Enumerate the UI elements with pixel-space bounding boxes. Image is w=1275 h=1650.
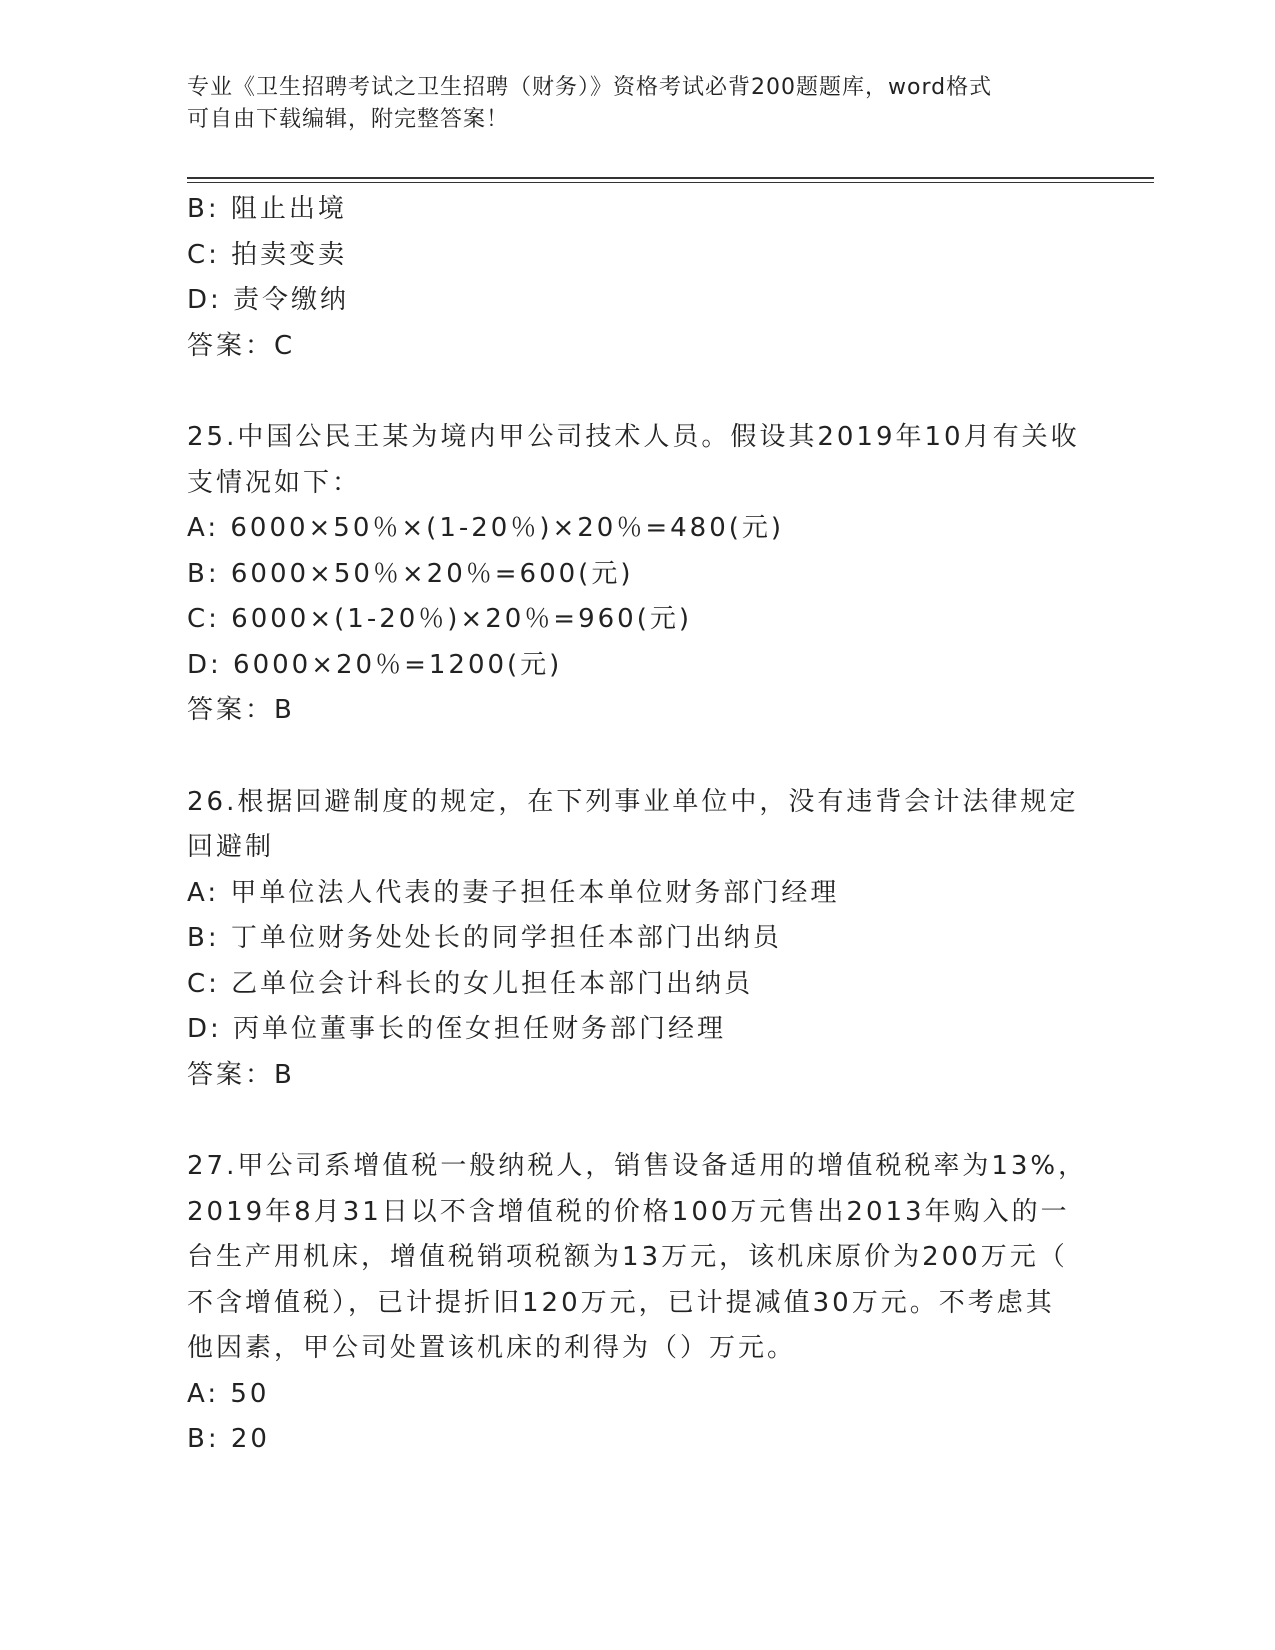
header-line: 专业《卫生招聘考试之卫生招聘（财务）》资格考试必背200题题库，word格式 <box>187 75 993 100</box>
document-header <box>187 72 1067 136</box>
question-stem: 回避制 <box>187 832 275 862</box>
option-a: A: 6000×50％×(1-20％)×20％=480(元) <box>187 513 785 543</box>
option-c: C: 6000×(1-20％)×20％=960(元) <box>187 604 692 634</box>
header-divider-thin <box>187 182 1154 183</box>
option-b: B: 丁单位财务处处长的同学担任本部门出纳员 <box>187 923 782 953</box>
question-stem: 他因素，甲公司处置该机床的利得为（）万元。 <box>187 1333 797 1363</box>
option-b: B: 20 <box>187 1424 270 1454</box>
option-b: B: 阻止出境 <box>187 194 347 224</box>
option-d: D: 丙单位董事长的侄女担任财务部门经理 <box>187 1014 727 1044</box>
question-content <box>187 187 1087 1463</box>
question-26 <box>187 780 1087 1099</box>
answer: 答案：B <box>187 695 295 725</box>
header-line: 可自由下载编辑，附完整答案！ <box>187 107 510 132</box>
option-d: D: 6000×20％=1200(元) <box>187 649 563 680</box>
question-27 <box>187 1144 1087 1463</box>
question-24 <box>187 187 1087 369</box>
answer: 答案：B <box>187 1059 295 1090</box>
option-d: D: 责令缴纳 <box>187 285 350 315</box>
question-stem: 25.中国公民王某为境内甲公司技术人员。假设其2019年10月有关收 <box>187 422 1080 452</box>
question-stem: 2019年8月31日以不含增值税的价格100万元售出2013年购入的一 <box>187 1196 1070 1227</box>
header-divider <box>187 177 1154 179</box>
option-c: C: 乙单位会计科长的女儿担任本部门出纳员 <box>187 968 754 999</box>
option-a: A: 甲单位法人代表的妻子担任本单位财务部门经理 <box>187 877 840 908</box>
question-25 <box>187 415 1087 734</box>
option-a: A: 50 <box>187 1378 270 1409</box>
question-stem: 不含增值税），已计提折旧120万元，已计提减值30万元。不考虑其 <box>187 1287 1055 1318</box>
question-stem: 支情况如下： <box>187 467 362 498</box>
option-b: B: 6000×50％×20％=600(元) <box>187 558 634 589</box>
option-c: C: 拍卖变卖 <box>187 239 348 270</box>
question-stem: 26.根据回避制度的规定，在下列事业单位中，没有违背会计法律规定 <box>187 786 1079 817</box>
answer: 答案：C <box>187 330 296 361</box>
question-stem: 台生产用机床，增值税销项税额为13万元，该机床原价为200万元（ <box>187 1242 1068 1272</box>
question-stem: 27.甲公司系增值税一般纳税人，销售设备适用的增值税税率为13%， <box>187 1151 1088 1181</box>
